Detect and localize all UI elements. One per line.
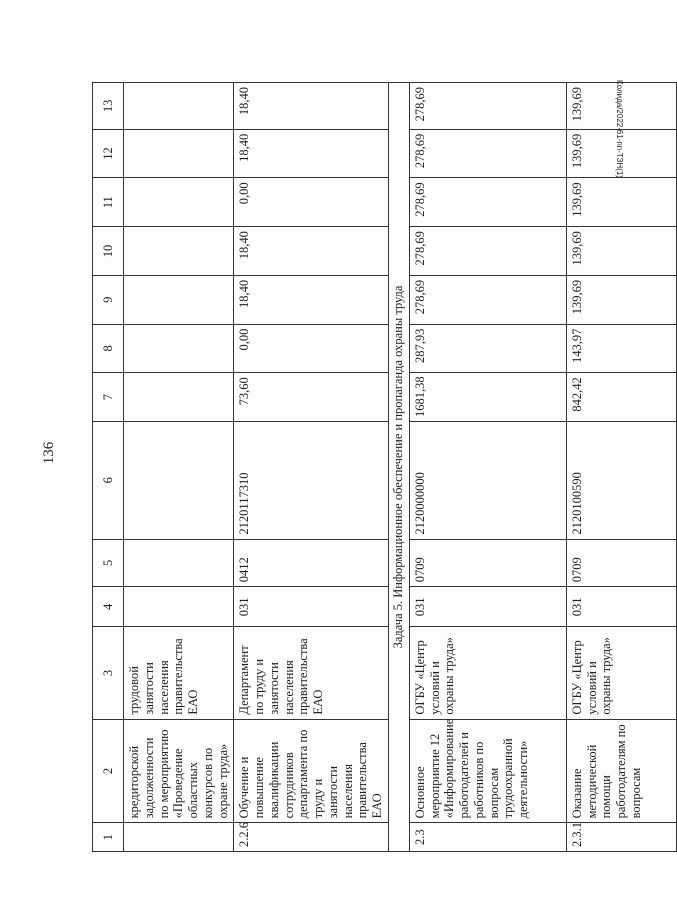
table-cell: 2.3.1 — [566, 823, 676, 852]
table-cell: 143,97 — [566, 324, 676, 373]
header-cell: 12 — [93, 129, 124, 178]
table-cell: Оказание методической помощи работодателям по вопросам — [566, 719, 676, 823]
table-cell: 139,69 — [566, 227, 676, 276]
table-cell: 278,69 — [409, 83, 566, 130]
table-cell: 278,69 — [409, 129, 566, 178]
table-cell: 2120117310 — [234, 422, 389, 540]
table-row — [124, 83, 234, 852]
table-cell: 18,40 — [234, 83, 389, 130]
table-cell: 0,00 — [234, 324, 389, 373]
table-cell: 031 — [234, 587, 389, 627]
budget-table — [92, 82, 677, 852]
table-cell: кредиторской задолженности по мероприятию «Проведение областных конкурсов по охране труда» — [124, 719, 234, 823]
table-cell: 0,00 — [234, 178, 389, 227]
table-cell: 031 — [409, 587, 566, 627]
table-cell: 73,60 — [234, 373, 389, 422]
table-cell — [124, 422, 234, 540]
table-cell: 278,69 — [409, 178, 566, 227]
table-cell — [124, 178, 234, 227]
header-cell: 9 — [93, 275, 124, 324]
header-cell: 3 — [93, 627, 124, 719]
table-cell — [124, 823, 234, 852]
table-cell: 031 — [566, 587, 676, 627]
table-cell: 2.3 — [409, 823, 566, 852]
table-cell: Основное мероприятие 12 «Информирование работодателей и работников по вопросам трудоохранной деятельности» — [409, 719, 566, 823]
table-cell — [124, 324, 234, 373]
table-cell: трудовой занятости населения правительства ЕАО — [124, 627, 234, 719]
table-cell: 18,40 — [234, 227, 389, 276]
header-cell: 5 — [93, 539, 124, 587]
header-cell: 2 — [93, 719, 124, 823]
table-cell: 278,69 — [409, 227, 566, 276]
table-cell: 139,69 — [566, 129, 676, 178]
header-cell: 10 — [93, 227, 124, 276]
table-cell: 287,93 — [409, 324, 566, 373]
table-cell: 18,40 — [234, 129, 389, 178]
table-cell: Департамент по труду и занятости населения правительства ЕАО — [234, 627, 389, 719]
table-cell: 0709 — [409, 539, 566, 587]
table-cell — [124, 373, 234, 422]
table-cell: ОГБУ «Центр условий и охраны труда» — [409, 627, 566, 719]
header-cell: 7 — [93, 373, 124, 422]
table-cell — [124, 539, 234, 587]
task-header: Задача 5. Информационное обеспечение и пропаганда охраны труда — [388, 83, 409, 852]
table-cell: 278,69 — [409, 275, 566, 324]
table-cell: 0412 — [234, 539, 389, 587]
header-cell: 8 — [93, 324, 124, 373]
table-cell: ОГБУ «Центр условий и охраны труда» — [566, 627, 676, 719]
table-cell — [124, 275, 234, 324]
header-cell: 1 — [93, 823, 124, 852]
table-cell: 2120000000 — [409, 422, 566, 540]
table-cell: 139,69 — [566, 178, 676, 227]
table-cell — [124, 129, 234, 178]
table-cell: 18,40 — [234, 275, 389, 324]
table-cell: 1681,38 — [409, 373, 566, 422]
table-row — [409, 83, 566, 852]
table-cell: 0709 — [566, 539, 676, 587]
table-cell — [124, 227, 234, 276]
task-header-row — [388, 83, 409, 852]
table-cell: 139,69 — [566, 83, 676, 130]
header-cell: 13 — [93, 83, 124, 130]
header-cell: 4 — [93, 587, 124, 627]
table-cell: 2120100590 — [566, 422, 676, 540]
header-row — [93, 83, 124, 852]
table-cell: Обучение и повышение квалификации сотрудников департамента по труду и занятости населения правительства ЕАО — [234, 719, 389, 823]
header-cell: 6 — [93, 422, 124, 540]
header-cell: 11 — [93, 178, 124, 227]
document-code: Колида/2022-61-пп-ТЗН(1) — [615, 80, 624, 178]
table-cell — [124, 587, 234, 627]
table-row — [566, 83, 676, 852]
table-cell: 139,69 — [566, 275, 676, 324]
table-cell: 842,42 — [566, 373, 676, 422]
table-cell — [124, 83, 234, 130]
table-cell: 2.2.6 — [234, 823, 389, 852]
table-body — [93, 83, 677, 852]
page-number: 136 — [41, 441, 57, 465]
table-row — [234, 83, 389, 852]
